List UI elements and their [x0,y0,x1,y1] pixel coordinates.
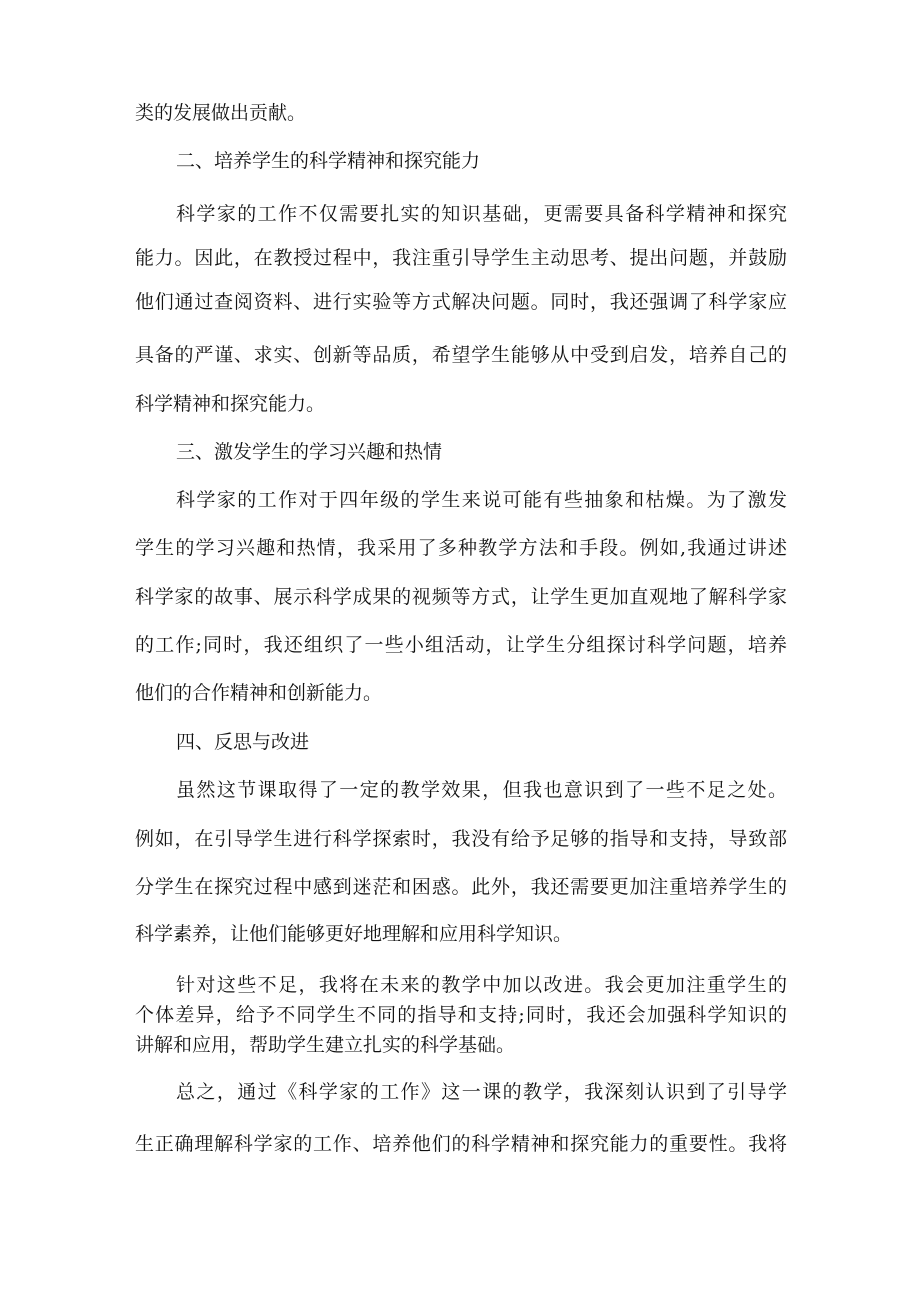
paragraph-line: 科学精神和探究能力。 [135,393,326,415]
paragraph-line: 他们的合作精神和创新能力。 [135,682,383,704]
section-heading: 三、激发学生的学习兴趣和热情 [176,441,443,463]
paragraph-line: 科学家的工作不仅需要扎实的知识基础，更需要具备科学精神和探究 [176,203,787,225]
paragraph-line: 科学家的工作对于四年级的学生来说可能有些抽象和枯燥。为了激发 [176,489,787,511]
section-heading: 四、反思与改进 [176,731,310,753]
paragraph-line: 例如，在引导学生进行科学探索时，我没有给予足够的指导和支持，导致部 [135,828,787,850]
paragraph-line: 总之，通过《科学家的工作》这一课的教学，我深刻认识到了引导学 [176,1081,787,1103]
paragraph-line: 虽然这节课取得了一定的教学效果，但我也意识到了一些不足之处。 [176,779,787,801]
paragraph-line: 他们通过查阅资料、进行实验等方式解决问题。同时，我还强调了科学家应 [135,291,787,313]
paragraph-line: 学生的学习兴趣和热情，我采用了多种教学方法和手段。例如,我通过讲述 [135,537,787,559]
paragraph-line: 的工作;同时，我还组织了一些小组活动，让学生分组探讨科学问题，培养 [135,634,787,656]
paragraph-line: 能力。因此，在教授过程中，我注重引导学生主动思考、提出问题，并鼓励 [135,247,787,269]
paragraph-line: 科学家的故事、展示科学成果的视频等方式，让学生更加直观地了解科学家 [135,586,787,608]
paragraph-line: 类的发展做出贡献。 [135,102,307,124]
paragraph-line: 讲解和应用，帮助学生建立扎实的科学基础。 [135,1034,516,1056]
paragraph-line: 针对这些不足，我将在未来的教学中加以改进。我会更加注重学生的 [176,974,787,996]
paragraph-line: 个体差异，给予不同学生不同的指导和支持;同时，我还会加强科学知识的 [135,1004,787,1026]
paragraph-line: 生正确理解科学家的工作、培养他们的科学精神和探究能力的重要性。我将 [135,1133,787,1155]
paragraph-line: 具备的严谨、求实、创新等品质，希望学生能够从中受到启发，培养自己的 [135,344,787,366]
paragraph-line: 分学生在探究过程中感到迷茫和困惑。此外，我还需要更加注重培养学生的 [135,876,787,898]
paragraph-line: 科学素养，让他们能够更好地理解和应用科学知识。 [135,923,573,945]
section-heading: 二、培养学生的科学精神和探究能力 [176,150,481,172]
